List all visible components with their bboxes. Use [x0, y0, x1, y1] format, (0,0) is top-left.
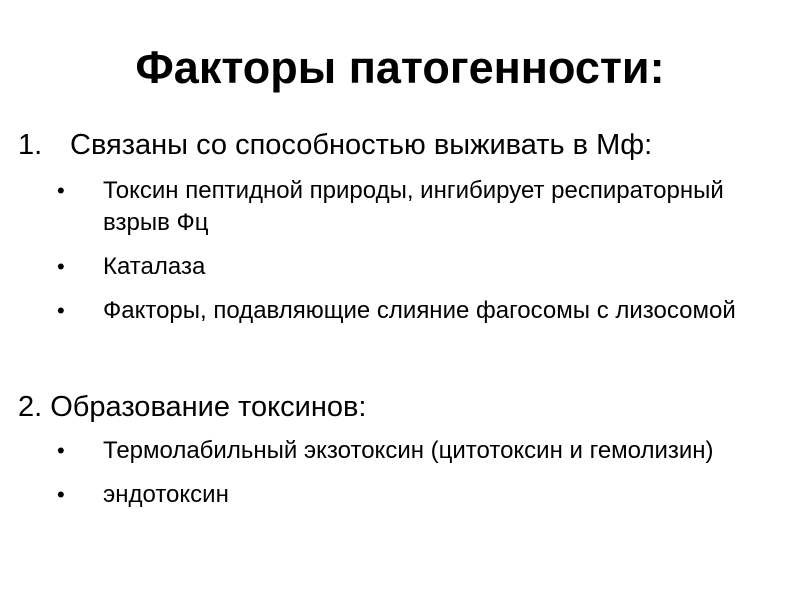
list-item-text: Токсин пептидной природы, ингибирует респираторный взрыв Фц: [103, 177, 724, 236]
list-item: [0, 479, 763, 511]
bullet-icon: •: [57, 438, 65, 463]
section-number: 1.: [18, 129, 43, 161]
section-heading-toxins: 2. Образование токсинов:: [18, 391, 367, 423]
section-heading-text: Связаны со способностью выживать в Мф:: [70, 129, 653, 161]
bullet-icon: •: [57, 298, 65, 323]
list-item-text: Термолабильный экзотоксин (цитотоксин и гемолизин): [103, 437, 714, 464]
list-item-text: Каталаза: [103, 253, 206, 280]
list-item: [0, 251, 763, 283]
bullet-icon: •: [57, 254, 65, 279]
list-item: [0, 175, 763, 239]
survival-factors-list: [0, 175, 800, 339]
section-heading-survival: [18, 126, 652, 164]
toxins-list: [0, 435, 800, 523]
list-item: [0, 435, 763, 467]
slide-title: Факторы патогенности:: [135, 42, 665, 93]
list-item-text: Факторы, подавляющие слияние фагосомы с лизосомой: [103, 297, 736, 324]
list-item-text: эндотоксин: [103, 481, 229, 508]
list-item: [0, 295, 763, 327]
bullet-icon: •: [57, 178, 65, 203]
bullet-icon: •: [57, 482, 65, 507]
